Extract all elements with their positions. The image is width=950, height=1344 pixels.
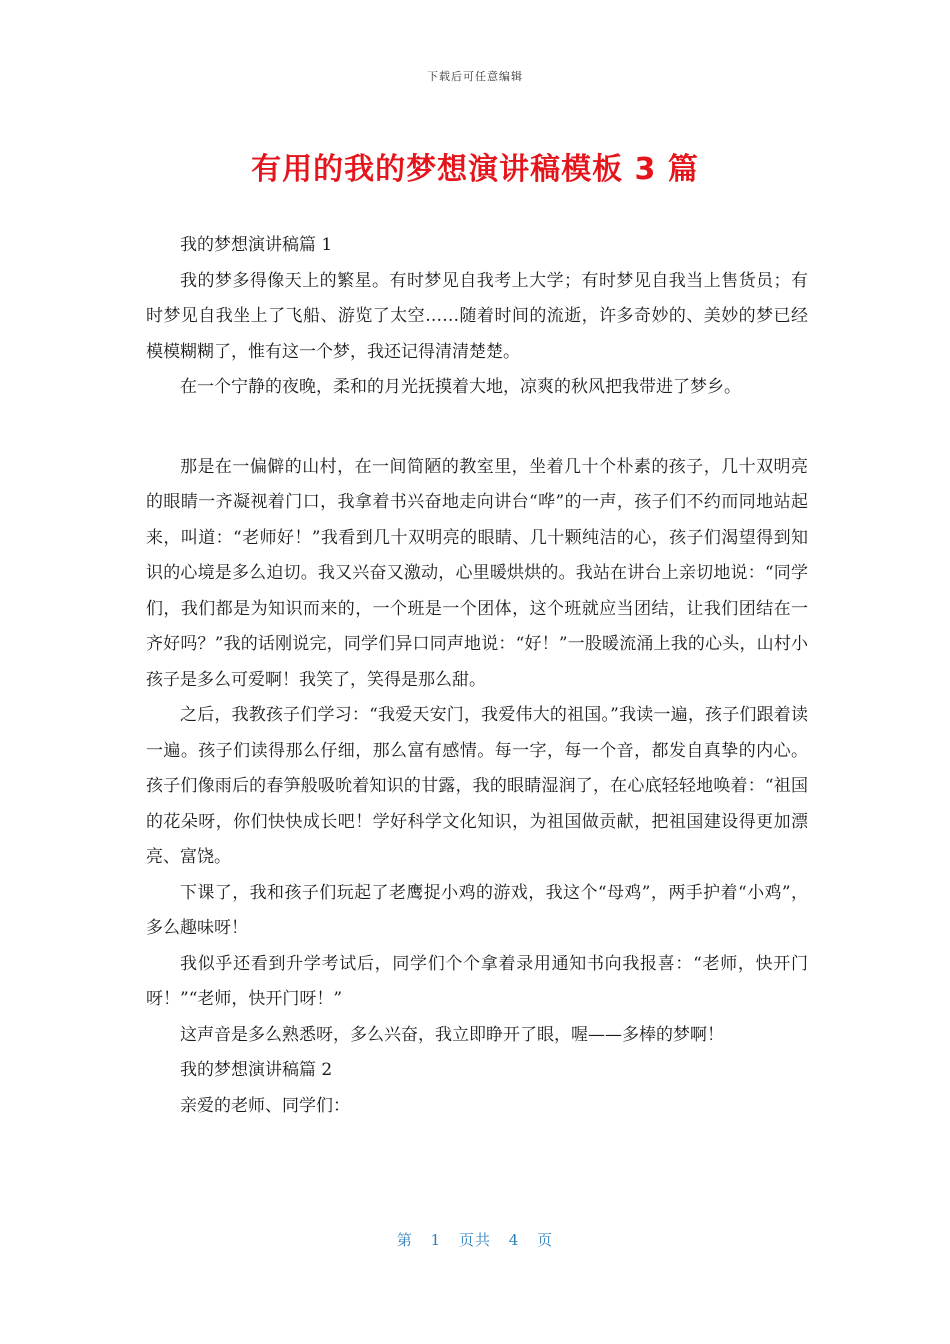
paragraph-section-heading-2: 我的梦想演讲稿篇 2	[180, 1060, 333, 1080]
paragraph: 我似乎还看到升学考试后，同学们个个拿着录用通知书向我报喜：“老师，快开门呀！”“老师，快开门呀！”	[146, 953, 808, 1009]
page-footer	[0, 1229, 950, 1250]
page-suffix: 页	[537, 1231, 554, 1249]
paragraph: 那是在一偏僻的山村，在一间简陋的教室里，坐着几十个朴素的孩子，几十双明亮的眼睛一齐凝视着门口，我拿着书兴奋地走向讲台“哗”的一声，孩子们不约而同地站起来，叫道：“老师好！”我看到几十双明亮的眼睛、几十颗纯洁的心，孩子们渴望得到知识的心境是多么迫切。我又兴奋又激动，心里暖烘烘的。我站在讲台上亲切地说：“同学们，我们都是为知识而来的，一个班是一个团体，这个班就应当团结，让我们团结在一齐好吗？”我的话刚说完，同学们异口同声地说：“好！”一股暖流涌上我的心头，山村小孩子是多么可爱啊！我笑了，笑得是那么甜。	[146, 456, 808, 690]
paragraph: 这声音是多么熟悉呀，多么兴奋，我立即睁开了眼，喔——多棒的梦啊！	[180, 1024, 724, 1045]
paragraph: 之后，我教孩子们学习：“我爱天安门，我爱伟大的祖国。”我读一遍，孩子们跟着读一遍。孩子们读得那么仔细，那么富有感情。每一字，每一个音，都发自真挚的内心。孩子们像雨后的春笋般吸吮着知识的甘露，我的眼睛湿润了，在心底轻轻地唤着：“祖国的花朵呀，你们快快成长吧！学好科学文化知识，为祖国做贡献，把祖国建设得更加漂亮、富饶。	[146, 705, 808, 867]
paragraph: 我的梦多得像天上的繁星。有时梦见自我考上大学；有时梦见自我当上售货员；有时梦见自我坐上了飞船、游览了太空……随着时间的流逝，许多奇妙的、美妙的梦已经模模糊糊了，惟有这一个梦，我还记得清清楚楚。	[146, 270, 808, 362]
paragraph: 下课了，我和孩子们玩起了老鹰捉小鸡的游戏，我这个“母鸡”，两手护着“小鸡”，多么趣味呀！	[146, 882, 808, 938]
page-label: 第	[396, 1231, 413, 1249]
page-number: 1	[430, 1231, 442, 1249]
header-note: 下载后可任意编辑	[427, 70, 523, 83]
document-title: 有用的我的梦想演讲稿模板 3 篇	[251, 152, 699, 187]
paragraph: 在一个宁静的夜晚，柔和的月光抚摸着大地，凉爽的秋风把我带进了梦乡。	[180, 377, 741, 397]
paragraph-salutation: 亲爱的老师、同学们：	[180, 1095, 350, 1116]
paragraph-section-heading-1: 我的梦想演讲稿篇 1	[180, 235, 333, 255]
total-pages: 4	[508, 1231, 520, 1249]
total-label: 页共	[458, 1231, 491, 1249]
document-body	[146, 228, 808, 1124]
